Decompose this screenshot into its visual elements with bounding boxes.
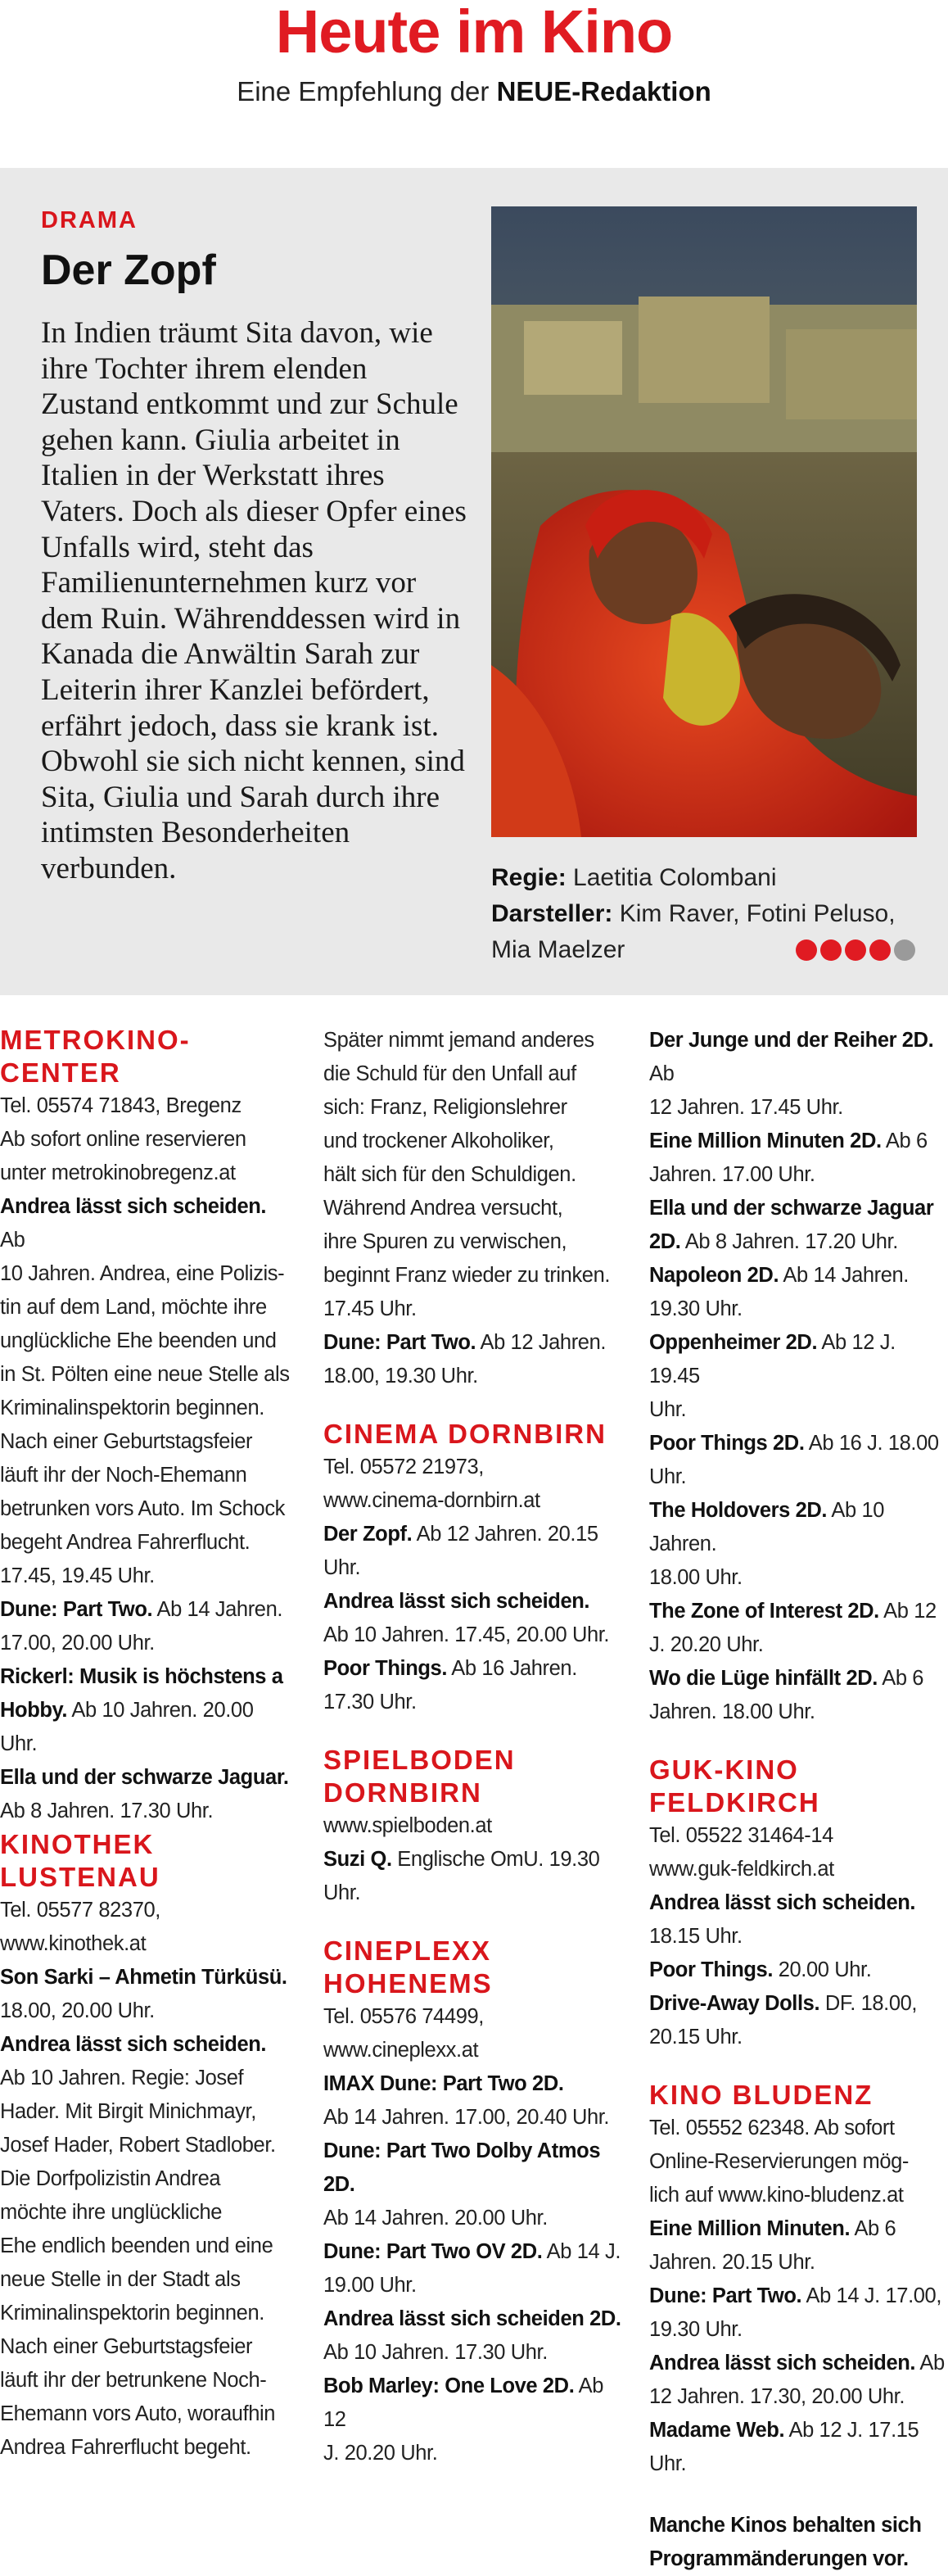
listing-text: Jahren. 17.00 Uhr. xyxy=(649,1163,815,1186)
listing-line xyxy=(649,1494,948,1561)
listing-line xyxy=(649,2212,948,2246)
listing-text: Ab 12 xyxy=(323,2375,604,2431)
listing-column-2 xyxy=(323,1024,626,2470)
listing-line xyxy=(649,1954,948,1987)
listing-text: 19.00 Uhr. xyxy=(323,2274,417,2297)
listing-line xyxy=(0,1593,295,1627)
listing-line xyxy=(323,1518,626,1551)
listing-text: Kriminalinspektorin beginnen. xyxy=(0,2302,264,2325)
listing-line xyxy=(649,2380,948,2414)
movie-title: Andrea lässt sich scheiden. xyxy=(0,1195,267,1218)
listing-text: sich: Franz, Religionslehrer xyxy=(323,1096,567,1119)
listing-line xyxy=(649,2112,948,2145)
feature-box xyxy=(0,168,948,995)
listing-text: die Schuld für den Unfall auf xyxy=(323,1062,576,1085)
movie-title: Dune: Part Two. xyxy=(323,1331,476,1354)
listing-line xyxy=(0,1425,295,1459)
listing-line xyxy=(323,1360,626,1393)
listing-text: in St. Pölten eine neue Stelle als xyxy=(0,1363,290,1386)
listing-line xyxy=(649,1595,948,1628)
listing-text: Ab 12 Jahren. xyxy=(476,1331,607,1354)
listing-line xyxy=(0,2095,295,2129)
listing-text: 20.00 Uhr. xyxy=(773,1958,872,1981)
listing-line xyxy=(0,2028,295,2062)
listing-line xyxy=(649,1393,948,1427)
listing-line xyxy=(323,1652,626,1686)
listing-text: Nach einer Geburtstagsfeier xyxy=(0,2335,253,2358)
listing-line xyxy=(649,2542,948,2576)
listing-text: Ab 14 Jahren. xyxy=(152,1598,283,1621)
listing-line xyxy=(649,1326,948,1393)
listing-text: 17.45, 19.45 Uhr. xyxy=(0,1564,155,1587)
listing-line xyxy=(323,2135,626,2202)
listing-text: Während Andrea versucht, xyxy=(323,1197,563,1220)
listing-text: Ab 8 Jahren. 17.30 Uhr. xyxy=(0,1800,214,1822)
listing-text: Ab xyxy=(649,1062,675,1085)
movie-title: Ella und der schwarze Jaguar. xyxy=(0,1766,289,1789)
film-still-image xyxy=(491,206,917,837)
cinema-heading: DORNBIRN xyxy=(323,1777,482,1808)
listing-text: Jahren. 20.15 Uhr. xyxy=(649,2251,815,2274)
listing-line xyxy=(0,1994,295,2028)
listing-line xyxy=(649,2279,948,2313)
listing-text: Tel. 05552 62348. Ab sofort xyxy=(649,2116,895,2139)
listing-text: hält sich für den Schuldigen. xyxy=(323,1163,576,1186)
cast-names: Kim Raver, Fotini Peluso, Mia Maelzer xyxy=(491,900,896,963)
listing-text: Josef Hader, Robert Stadlober. xyxy=(0,2134,276,2157)
listing-line xyxy=(0,1795,295,1828)
listing-line xyxy=(649,1561,948,1595)
listing-line xyxy=(0,2196,295,2230)
movie-title: Andrea lässt sich scheiden. xyxy=(649,2352,916,2375)
listing-line xyxy=(323,1259,626,1293)
listing-text: läuft ihr der betrunkene Noch- xyxy=(0,2369,267,2392)
movie-title: Eine Million Minuten. xyxy=(649,2217,851,2240)
listing-line xyxy=(323,1451,626,1484)
listing-line xyxy=(649,1628,948,1662)
listing-line xyxy=(323,1125,626,1158)
movie-title: Bob Marley: One Love 2D. xyxy=(323,2375,575,2397)
listing-text: lich auf www.kino-bludenz.at xyxy=(649,2184,904,2207)
listing-line xyxy=(0,2364,295,2397)
listing-line xyxy=(0,1492,295,1526)
movie-title: Poor Things. xyxy=(649,1958,774,1981)
listing-text: unglückliche Ehe beenden und xyxy=(0,1329,277,1352)
listing-text: Uhr. xyxy=(323,1881,361,1904)
listing-text: 19.30 Uhr. xyxy=(649,1297,743,1320)
director-label: Regie: xyxy=(491,864,567,891)
listing-line xyxy=(0,2263,295,2297)
listing-text: Ehemann vors Auto, woraufhin xyxy=(0,2402,276,2425)
listing-line xyxy=(0,1761,295,1795)
listing-text: Ab 14 Jahren. 20.00 Uhr. xyxy=(323,2207,548,2230)
listing-text: 17.45 Uhr. xyxy=(323,1297,417,1320)
listing-line xyxy=(0,1190,295,1257)
listing-line xyxy=(0,1324,295,1358)
listing-line xyxy=(323,2101,626,2135)
listing-text: Ab 14 J. 17.00, xyxy=(801,2284,942,2307)
listing-text: Kriminalinspektorin beginnen. xyxy=(0,1397,264,1419)
listing-text: J. 20.20 Uhr. xyxy=(323,2442,438,2465)
listing-line xyxy=(323,1225,626,1259)
listing-line xyxy=(649,2145,948,2179)
listing-line xyxy=(323,2370,626,2437)
listing-line xyxy=(323,1618,626,1652)
listing-line xyxy=(323,1024,626,1057)
listing-text: betrunken vors Auto. Im Schock xyxy=(0,1497,286,1520)
listing-text: Andrea Fahrerflucht begeht. xyxy=(0,2436,251,2459)
listing-line xyxy=(649,2414,948,2481)
listing-line xyxy=(323,2000,626,2034)
director-name: Laetitia Colombani xyxy=(573,864,777,891)
feature-genre: DRAMA xyxy=(41,207,138,233)
movie-title: Wo die Lüge hinfällt 2D. xyxy=(649,1667,878,1690)
listing-line xyxy=(649,2021,948,2054)
movie-title: IMAX Dune: Part Two 2D. xyxy=(323,2072,564,2095)
listing-line xyxy=(0,2330,295,2364)
listing-text: 18.00, 19.30 Uhr. xyxy=(323,1365,478,1388)
listing-line xyxy=(649,1662,948,1695)
director-line xyxy=(491,860,925,896)
film-still-illustration xyxy=(491,206,917,837)
listing-text: läuft ihr der Noch-Ehemann xyxy=(0,1464,247,1487)
listing-text: Ab 16 Jahren. xyxy=(447,1657,577,1680)
page-subtitle xyxy=(0,75,948,108)
listing-line xyxy=(323,2336,626,2370)
listing-line xyxy=(0,2431,295,2465)
listing-text: www.cinema-dornbirn.at xyxy=(323,1489,540,1512)
listing-line xyxy=(649,2246,948,2279)
listing-text: 19.30 Uhr. xyxy=(649,2318,743,2341)
listing-text: 17.30 Uhr. xyxy=(323,1691,417,1714)
listing-text: Tel. 05577 82370, xyxy=(0,1899,160,1922)
listing-line xyxy=(0,1291,295,1324)
listing-line xyxy=(323,2235,626,2269)
listing-text: www.guk-feldkirch.at xyxy=(649,1858,834,1881)
movie-title: Poor Things 2D. xyxy=(649,1432,805,1455)
movie-title: Manche Kinos behalten sich xyxy=(649,2514,922,2537)
cinema-heading: METROKINO- xyxy=(0,1025,191,1055)
listing-text: www.spielboden.at xyxy=(323,1814,492,1837)
listing-line xyxy=(0,1392,295,1425)
page-title: Heute im Kino xyxy=(275,0,673,66)
footnote-line xyxy=(649,2509,948,2542)
movie-title: Dune: Part Two OV 2D. xyxy=(323,2240,543,2263)
movie-title: The Holdovers 2D. xyxy=(649,1499,828,1522)
listing-line xyxy=(0,1927,295,1961)
listing-text: DF. 18.00, xyxy=(819,1992,918,2015)
feature-title: Der Zopf xyxy=(41,247,216,294)
listing-text: Tel. 05572 21973, xyxy=(323,1456,484,1478)
listing-line xyxy=(0,2162,295,2196)
listing-line xyxy=(0,2297,295,2330)
listing-line xyxy=(0,1694,295,1761)
listing-text: 20.15 Uhr. xyxy=(649,2026,743,2049)
listing-text: Ab 6 xyxy=(881,1130,928,1152)
listing-column-3 xyxy=(649,1024,948,2576)
feature-synopsis: In Indien träumt Sita davon, wie ihre Tochter ihrem elenden Zustand entkommt und zur Schule gehen kann. Giulia arbeitet in Italien in der Werkstatt ihres Vaters. Doch als dieser Opfer eines Unfalls wird, steht das Familienunternehmen kurz vor dem Ruin. Währenddessen wird in Kanada die Anwältin Sarah zur Leiterin ihrer Kanzlei befördert, erfährt jedoch, dass sie krank ist. Obwohl sie sich nicht kennen, sind Sita, Giulia und Sarah durch ihre intimsten Besonderheiten verbunden. xyxy=(41,316,467,885)
listing-line xyxy=(649,1192,948,1225)
listing-text: 18.15 Uhr. xyxy=(649,1925,743,1948)
listing-text: Ab 6 xyxy=(850,2217,896,2240)
listing-text: www.cineplexx.at xyxy=(323,2039,479,2062)
listing-line xyxy=(323,1686,626,1719)
listing-line xyxy=(0,1257,295,1291)
listing-text: Ab 12 J. 19.45 xyxy=(649,1331,896,1388)
listing-text: Tel. 05574 71843, Bregenz xyxy=(0,1094,242,1117)
cinema-heading: CINEPLEXX xyxy=(323,1935,492,1966)
movie-title: Andrea lässt sich scheiden. xyxy=(0,2033,267,2056)
listing-text: Tel. 05522 31464-14 xyxy=(649,1824,833,1847)
movie-title: Andrea lässt sich scheiden. xyxy=(323,1590,590,1613)
movie-title: 2D. xyxy=(649,1230,681,1253)
listing-line xyxy=(649,1293,948,1326)
rating-dot-filled xyxy=(796,939,817,961)
cinema-heading: KINOTHEK xyxy=(0,1829,155,1859)
listing-line xyxy=(323,1192,626,1225)
listing-line xyxy=(323,2302,626,2336)
movie-title: Napoleon 2D. xyxy=(649,1264,779,1287)
listing-line xyxy=(0,1627,295,1660)
listing-text: Ab 12 J. 17.15 Uhr. xyxy=(649,2419,919,2475)
listing-text: Ab 14 Jahren. 17.00, 20.40 Uhr. xyxy=(323,2106,610,2129)
listing-text: Uhr. xyxy=(649,1398,687,1421)
rating-dot-filled xyxy=(869,939,891,961)
listing-line xyxy=(0,2397,295,2431)
movie-title: Poor Things. xyxy=(323,1657,448,1680)
movie-title: The Zone of Interest 2D. xyxy=(649,1600,879,1623)
listing-column-1 xyxy=(0,1024,295,2465)
listing-text: www.kinothek.at xyxy=(0,1932,147,1955)
listing-text: Ab 8 Jahren. 17.20 Uhr. xyxy=(680,1230,898,1253)
listing-text: neue Stelle in der Stadt als xyxy=(0,2268,241,2291)
movie-title: Der Junge und der Reiher 2D. xyxy=(649,1029,934,1052)
listing-text: Ehe endlich beenden und eine xyxy=(0,2234,273,2257)
listing-line xyxy=(0,1459,295,1492)
listing-line xyxy=(0,1089,295,1123)
cinema-heading: KINO BLUDENZ xyxy=(649,2080,874,2110)
movie-title: Oppenheimer 2D. xyxy=(649,1331,818,1354)
listing-line xyxy=(649,1427,948,1494)
movie-title: Eine Million Minuten 2D. xyxy=(649,1130,882,1152)
listing-text: 12 Jahren. 17.30, 20.00 Uhr. xyxy=(649,2385,905,2408)
listing-text: Ab 6 xyxy=(877,1667,924,1690)
listing-text: möchte ihre unglückliche xyxy=(0,2201,223,2224)
listing-line xyxy=(649,1158,948,1192)
listing-text: Tel. 05576 74499, xyxy=(323,2005,484,2028)
listing-line xyxy=(0,2129,295,2162)
listing-text: Ab 16 J. 18.00 Uhr. xyxy=(649,1432,939,1488)
listing-text: begeht Andrea Fahrerflucht. xyxy=(0,1531,251,1554)
listing-line xyxy=(323,1877,626,1910)
cinema-heading: LUSTENAU xyxy=(0,1862,160,1892)
listing-line xyxy=(0,1894,295,1927)
listing-text: Nach einer Geburtstagsfeier xyxy=(0,1430,253,1453)
listing-line xyxy=(649,1987,948,2021)
listing-text: Jahren. 18.00 Uhr. xyxy=(649,1700,815,1723)
listing-line xyxy=(323,2034,626,2067)
movie-title: Dune: Part Two. xyxy=(0,1598,153,1621)
rating-dot-filled xyxy=(820,939,842,961)
listing-text: Ab sofort online reservieren xyxy=(0,1128,246,1151)
listing-text: beginnt Franz wieder zu trinken. xyxy=(323,1264,611,1287)
listing-text: Ab 12 xyxy=(878,1600,937,1623)
listing-line xyxy=(323,2202,626,2235)
listing-text: Ab xyxy=(915,2352,945,2375)
listing-text: Uhr. xyxy=(323,1556,361,1579)
listing-line xyxy=(0,1123,295,1157)
cast-label: Darsteller: xyxy=(491,900,613,927)
listing-text: Später nimmt jemand anderes xyxy=(323,1029,594,1052)
subtitle-prefix: Eine Empfehlung der xyxy=(237,76,497,106)
movie-title: Madame Web. xyxy=(649,2419,785,2442)
listing-line xyxy=(649,1259,948,1293)
listing-line xyxy=(649,1125,948,1158)
listing-text: unter metrokinobregenz.at xyxy=(0,1161,236,1184)
listing-text: Ab 12 Jahren. 20.15 xyxy=(412,1523,598,1546)
listing-text: ihre Spuren zu verwischen, xyxy=(323,1230,567,1253)
rating-dot-filled xyxy=(845,939,866,961)
listing-text: 17.00, 20.00 Uhr. xyxy=(0,1632,155,1655)
cinema-heading: FELDKIRCH xyxy=(649,1787,820,1818)
listing-line xyxy=(323,2067,626,2101)
listing-line xyxy=(0,1961,295,1994)
movie-title: Dune: Part Two. xyxy=(649,2284,802,2307)
movie-title: Hobby. xyxy=(0,1699,68,1722)
listing-line xyxy=(0,1526,295,1560)
cinema-heading: SPIELBODEN xyxy=(323,1745,516,1775)
listing-line xyxy=(323,1551,626,1585)
listing-text: Online-Reservierungen mög- xyxy=(649,2150,910,2173)
listing-text: Ab xyxy=(0,1229,25,1252)
movie-title: Ella und der schwarze Jaguar xyxy=(649,1197,934,1220)
listing-line xyxy=(649,1091,948,1125)
listing-line xyxy=(0,1560,295,1593)
rating-dot-empty xyxy=(894,939,915,961)
listing-text: 18.00 Uhr. xyxy=(649,1566,743,1589)
movie-title: Son Sarki – Ahmetin Türküsü. xyxy=(0,1966,287,1989)
listing-line xyxy=(649,2313,948,2347)
cinema-heading: HOHENEMS xyxy=(323,1968,493,1999)
listing-line xyxy=(649,1853,948,1886)
listing-line xyxy=(649,1225,948,1259)
listing-line xyxy=(323,1809,626,1843)
movie-title: Suzi Q. xyxy=(323,1848,392,1871)
listing-line xyxy=(649,2347,948,2380)
listing-line xyxy=(323,2269,626,2302)
listing-text: Englische OmU. 19.30 xyxy=(391,1848,600,1871)
listing-text: 12 Jahren. 17.45 Uhr. xyxy=(649,1096,843,1119)
listing-line xyxy=(0,1358,295,1392)
movie-title: Der Zopf. xyxy=(323,1523,413,1546)
listing-text: und trockener Alkoholiker, xyxy=(323,1130,554,1152)
movie-title: Programmänderungen vor. xyxy=(649,2547,909,2570)
movie-title: Drive-Away Dolls. xyxy=(649,1992,820,2015)
cinema-heading: GUK-KINO xyxy=(649,1754,799,1785)
movie-title: Dune: Part Two Dolby Atmos 2D. xyxy=(323,2139,601,2196)
listing-text: Ab 10 Jahren. 17.30 Uhr. xyxy=(323,2341,548,2364)
listing-text: Ab 14 J. xyxy=(542,2240,621,2263)
listing-line xyxy=(323,1484,626,1518)
listing-line xyxy=(649,1024,948,1091)
listing-text: 18.00, 20.00 Uhr. xyxy=(0,1999,155,2022)
listing-line xyxy=(323,1843,626,1877)
listing-text: Ab 10 Jahren. 20.00 Uhr. xyxy=(0,1699,254,1755)
listing-line xyxy=(0,1157,295,1190)
listing-line xyxy=(649,1695,948,1729)
page-header xyxy=(0,0,948,168)
cinema-heading: CINEMA DORNBIRN xyxy=(323,1419,607,1449)
listing-text: Ab 10 Jahren. 17.45, 20.00 Uhr. xyxy=(323,1623,610,1646)
listing-line xyxy=(649,1819,948,1853)
listing-line xyxy=(323,2437,626,2470)
movie-title: Rickerl: Musik is höchstens a xyxy=(0,1665,283,1688)
listing-line xyxy=(323,1293,626,1326)
listing-line xyxy=(323,1091,626,1125)
listing-line xyxy=(323,1326,626,1360)
listing-text: Ab 14 Jahren. xyxy=(779,1264,909,1287)
cinema-heading: CENTER xyxy=(0,1057,121,1088)
listing-line xyxy=(0,1660,295,1694)
listing-line xyxy=(323,1158,626,1192)
listing-line xyxy=(649,2179,948,2212)
listing-text: Ab 10 Jahren. xyxy=(649,1499,885,1555)
listing-text: Ab 10 Jahren. Regie: Josef xyxy=(0,2067,244,2089)
movie-title: Andrea lässt sich scheiden 2D. xyxy=(323,2307,621,2330)
listing-text: Die Dorfpolizistin Andrea xyxy=(0,2167,221,2190)
listing-text: tin auf dem Land, möchte ihre xyxy=(0,1296,267,1319)
subtitle-brand: NEUE-Redaktion xyxy=(496,76,711,106)
movie-title: Andrea lässt sich scheiden. xyxy=(649,1891,916,1914)
listing-text: 10 Jahren. Andrea, eine Polizis- xyxy=(0,1262,285,1285)
listing-line xyxy=(323,1057,626,1091)
listing-line xyxy=(0,2062,295,2095)
listing-text: Hader. Mit Birgit Minichmayr, xyxy=(0,2100,256,2123)
listing-line xyxy=(323,1585,626,1618)
listing-line xyxy=(649,1920,948,1954)
listing-line xyxy=(649,1886,948,1920)
listing-line xyxy=(0,2230,295,2263)
listing-text: J. 20.20 Uhr. xyxy=(649,1633,764,1656)
